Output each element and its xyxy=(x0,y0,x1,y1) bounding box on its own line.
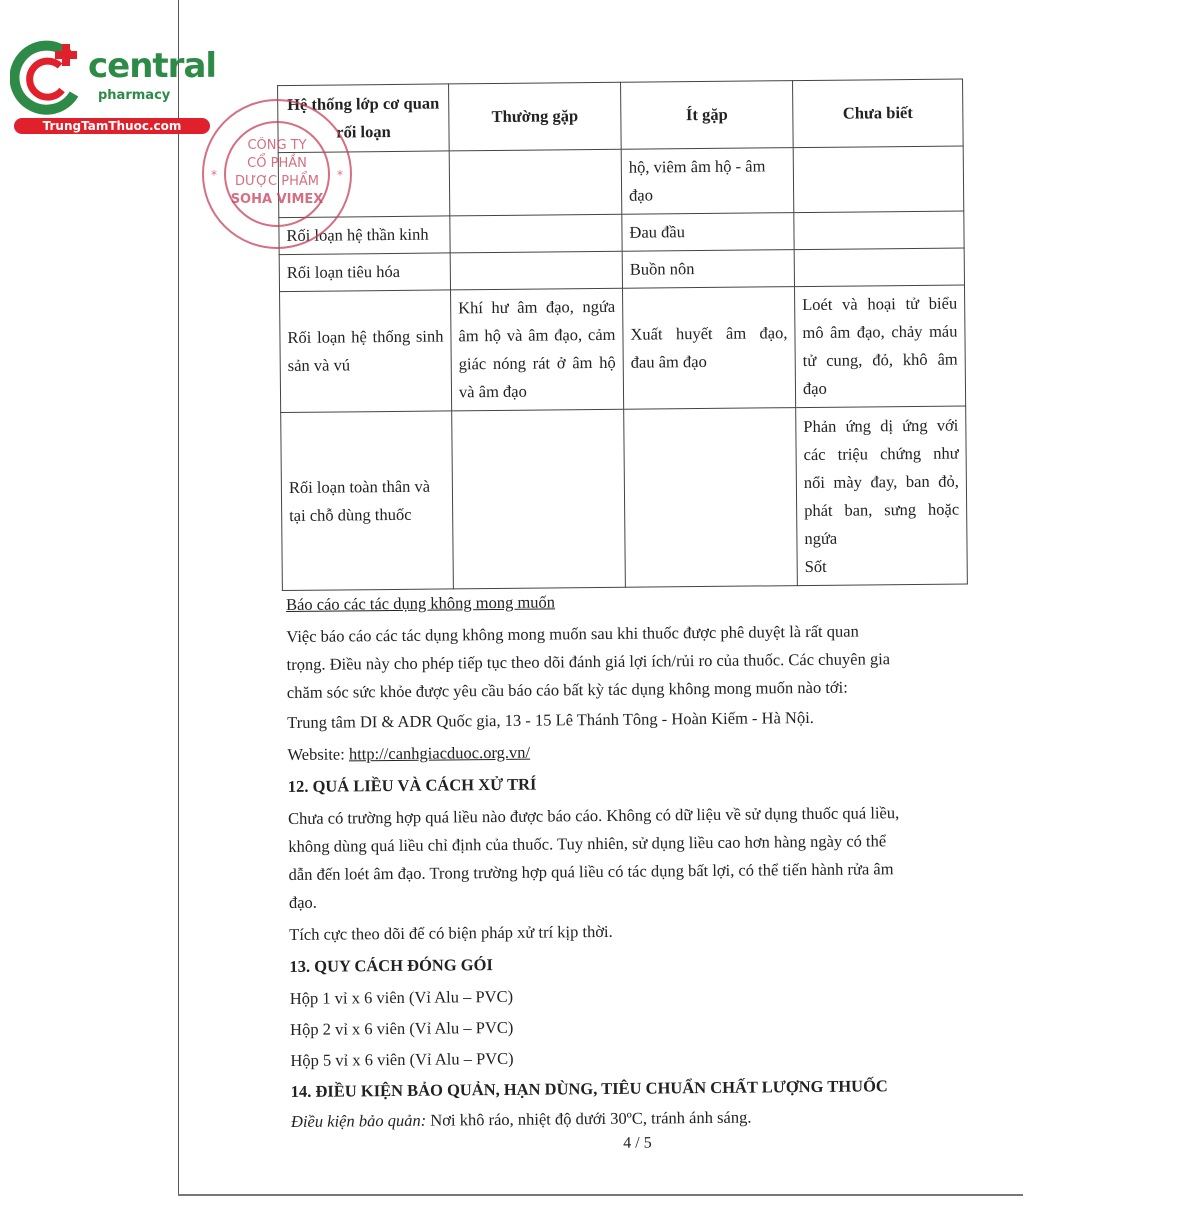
table-cell xyxy=(450,214,622,253)
s12-line: không dùng quá liều chỉ định của thuốc. Tuy nhiên, sử dụng liều cao hơn hàng ngày có thể xyxy=(288,831,887,857)
table-cell: hộ, viêm âm hộ - âm đạo xyxy=(621,148,794,215)
table-cell xyxy=(794,211,964,250)
s12-line: dẫn đến loét âm đạo. Trong trường hợp quá liều có tác dụng bất lợi, có thể tiến hành rửa âm xyxy=(288,859,894,885)
table-cell: Xuất huyết âm đạo, đau âm đạo xyxy=(623,287,796,410)
storage-text: Nơi khô ráo, nhiệt độ dưới 30ºC, tránh ánh sáng. xyxy=(426,1107,752,1130)
cell-text: Phản ứng dị ứng với các triệu chứng như nổi mày đay, ban đỏ, phát ban, sưng hoặc ngứa xyxy=(803,415,960,548)
website-label: Website: xyxy=(287,744,350,765)
logo-site: TrungTamThuoc.com xyxy=(14,118,210,134)
table-header: Thường gặp xyxy=(449,82,622,151)
logo-brand: central xyxy=(88,46,217,86)
s12-line: đạo. xyxy=(288,892,317,912)
company-stamp xyxy=(200,97,355,252)
table-cell xyxy=(793,146,964,213)
report-line: Việc báo cáo các tác dụng không mong muốn sau khi thuốc được phê duyệt là rất quan xyxy=(286,621,859,647)
cell-text: Sốt xyxy=(804,556,827,576)
storage-label: Điều kiện bảo quản: xyxy=(290,1110,427,1131)
table-cell: Rối loạn hệ thống sinh sản và vú xyxy=(280,290,452,413)
table-cell: Rối loạn hệ thần kinh xyxy=(279,216,450,255)
table-cell: Buồn nôn xyxy=(622,250,794,289)
s12-line: Tích cực theo dõi để có biện pháp xử trí kịp thời. xyxy=(289,921,613,944)
s13-line: Hộp 1 vỉ x 6 viên (Vỉ Alu – PVC) xyxy=(289,986,514,1008)
table-header-row xyxy=(278,79,964,153)
svg-text:CỔ PHẦN: CỔ PHẦN xyxy=(247,156,307,171)
table-row xyxy=(281,406,968,591)
report-line: chăm sóc sức khỏe được yêu cầu báo cáo bất kỳ tác dụng không mong muốn nào tới: xyxy=(286,677,848,703)
table-cell: Rối loạn toàn thân và tại chỗ dùng thuốc xyxy=(281,411,454,591)
website-link[interactable]: http://canhgiacduoc.org.vn/ xyxy=(348,742,531,764)
s12-line: Chưa có trường hợp quá liều nào được báo cáo. Không có dữ liệu về sử dụng thuốc quá liều, xyxy=(287,803,900,829)
table-cell xyxy=(794,248,964,287)
table-cell: Rối loạn tiêu hóa xyxy=(279,253,450,292)
section-13-title: 13. QUY CÁCH ĐÓNG GÓI xyxy=(289,955,493,976)
table-cell xyxy=(449,149,622,216)
table-cell xyxy=(450,251,622,290)
svg-text:CÔNG TY: CÔNG TY xyxy=(247,138,307,153)
table-cell xyxy=(452,409,626,589)
section-12-title: 12. QUÁ LIỀU VÀ CÁCH XỬ TRÍ xyxy=(287,774,537,797)
section-14-title: 14. ĐIỀU KIỆN BẢO QUẢN, HẠN DÙNG, TIÊU CHUẨN CHẤT LƯỢNG THUỐC xyxy=(290,1076,888,1101)
table-header: Hệ thống lớp cơ quan rối loạn xyxy=(278,84,450,153)
table-cell: Loét và hoại tử biểu mô âm đạo, chảy máu tử cung, đỏ, khô âm đạo xyxy=(795,285,966,408)
table-cell: Khí hư âm đạo, ngứa âm hộ và âm đạo, cảm giác nóng rát ở âm hộ và âm đạo xyxy=(451,288,624,411)
page-number: 4 / 5 xyxy=(623,1134,652,1152)
table-row xyxy=(278,146,964,218)
table-cell xyxy=(624,408,798,588)
table-cell xyxy=(796,406,968,586)
s13-line: Hộp 5 vỉ x 6 viên (Vỉ Alu – PVC) xyxy=(290,1048,514,1070)
side-effects-table xyxy=(277,78,968,591)
svg-text:DƯỢC PHẨM: DƯỢC PHẨM xyxy=(235,174,319,189)
table-row xyxy=(280,285,966,413)
svg-text:SOHA VIMEX: SOHA VIMEX xyxy=(230,192,324,207)
report-line: Trung tâm DI & ADR Quốc gia, 13 - 15 Lê Thánh Tông - Hoàn Kiếm - Hà Nội. xyxy=(287,707,814,733)
report-line: trọng. Điều này cho phép tiếp tục theo dõi đánh giá lợi ích/rủi ro của thuốc. Các chuyên gia xyxy=(286,649,891,675)
table-header: Chưa biết xyxy=(793,79,964,148)
report-title: Báo cáo các tác dụng không mong muốn xyxy=(285,592,556,615)
s13-line: Hộp 2 vỉ x 6 viên (Vỉ Alu – PVC) xyxy=(290,1017,514,1039)
logo-sub: pharmacy xyxy=(98,88,171,103)
svg-text:*: * xyxy=(211,168,217,182)
svg-text:*: * xyxy=(337,168,343,182)
table-header: Ít gặp xyxy=(621,81,794,150)
table-cell: Đau đầu xyxy=(622,213,794,252)
